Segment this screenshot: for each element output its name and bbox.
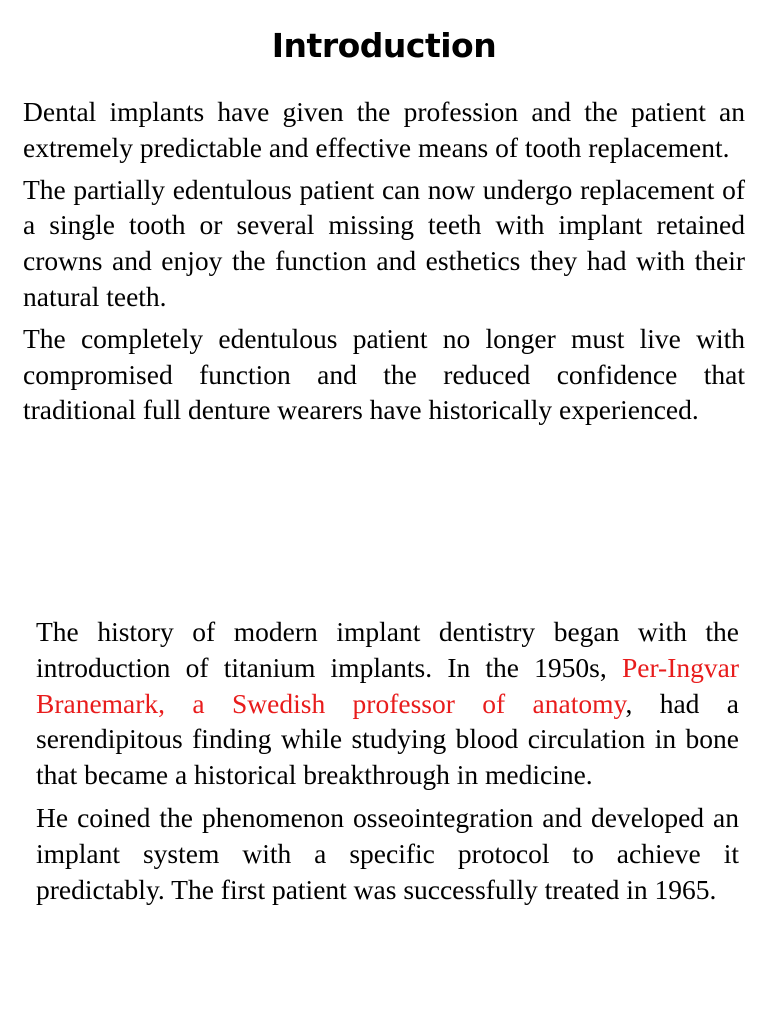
history-text-end: , had a serendipitous finding while studying blood circulation in bone that became a historical breakthrough in medicine. [36, 687, 739, 791]
slide-history [0, 600, 768, 1024]
paragraph-partially-edentulous: The partially edentulous patient can now undergo replacement of a single tooth or several missing teeth with implant retained crowns and enjoy the function and esthetics they had with their natural teeth. [23, 173, 745, 312]
history-body [36, 614, 739, 914]
paragraph-completely-edentulous: The completely edentulous patient no longer must live with compromised function and the reduced confidence that traditional full denture wearers have historically experienced. [23, 322, 745, 426]
history-text-start: The history of modern implant dentistry began with the introduction of titanium implants. In the 1950s, [36, 616, 739, 683]
branemark-highlight: Per-Ingvar Branemark, a Swedish professor of anatomy [36, 651, 739, 719]
introduction-body [23, 94, 745, 434]
paragraph-osseointegration: He coined the phenomenon osseointegration and developed an implant system with a specific protocol to achieve it predictably. The first patient was successfully treated in 1965. [36, 801, 739, 905]
paragraph-history [36, 614, 739, 793]
page-title: Introduction [271, 26, 497, 65]
paragraph-predictable-replacement: Dental implants have given the profession and the patient an extremely predictable and effective means of tooth replacement. [23, 96, 745, 163]
